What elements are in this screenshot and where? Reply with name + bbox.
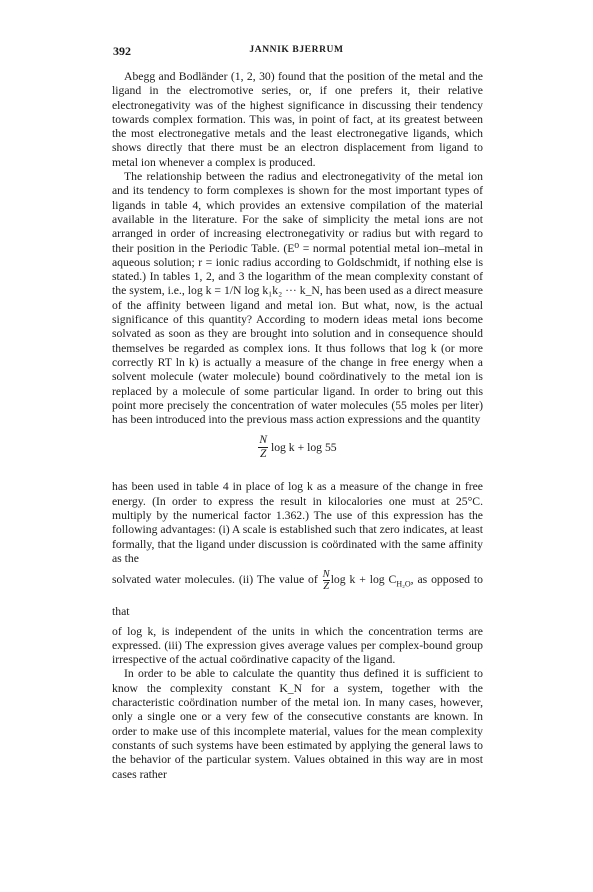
paragraph-3: has been used in table 4 in place of log k as a measure of the change in free energy. (In order to express the result in kilocalories one must at 25°C. multiply by the numerical factor 1.362.) The use of this expression has the following advantages: (i) A scale is established such that zero indicates, at least formally, that the ligand under discussion is coördinated with the same affinity as the xyxy=(112,480,483,565)
equation-denominator: Z xyxy=(259,448,267,461)
equation-numerator: N xyxy=(259,434,268,447)
paragraph-2: The relationship between the radius and electronegativity of the metal ion and its tendency to form complexes is shown for the most important types of ligands in table 4, which provides an extensive compilation of the material available in the literature. For the sake of simplicity the metal ions are not arranged in order of increasing electronegativity or radius but with regard to their position in the Periodic Table. (E⁰ = normal potential metal ion–metal in aqueous solution; r = ionic radius according to Goldschmidt, if nothing else is stated.) In tables 1, 2, and 3 the logarithm of the mean complexity constant of the system, i.e., log k = 1/N log k₁k₂ ··· k_N, has been used as a direct measure of the affinity between ligand and metal ion. But what, now, is the actual significance of this quantity? According to modern ideas metal ions become solvated as soon as they are brought into solution and in consequence should themselves be regarded as complex ions. It thus follows that log k (or more correctly RT ln k) is actually a measure of the change in free energy when a solvent molecule (water molecule) bound coördinatively to the metal ion is replaced by a molecule of some particular ligand. In order to bring out this point more precisely the concentration of water molecules (55 moles per liter) has been introduced into the previous mass action expressions and the quantity xyxy=(112,170,483,427)
equation-body: log k + log 55 xyxy=(270,440,337,454)
inline-text-after: , as opposed to that xyxy=(112,573,484,618)
running-head: JANNIK BJERRUM xyxy=(249,45,344,55)
paragraph-1: Abegg and Bodländer (1, 2, 30) found that the position of the metal and the ligand in the electromotive series, or, if one prefers it, their relative electronegativity was of the highest significance in discussing their tendency towards complex formation. This was, in point of fact, at its greatest between the most electronegative metals and the least electronegative ligands, which shows directly that there must be an electron displacement from ligand to metal ion whenever a complex is produced. xyxy=(112,70,483,169)
paragraph-3-inline-formula-line xyxy=(112,566,483,624)
display-equation xyxy=(112,434,483,474)
paragraph-3-continued: of log k, is independent of the units in which the concentration terms are expressed. (iii) The expression gives average values per complex-bound group irrespective of the actual coördinative capacity of the ligand. xyxy=(112,624,483,667)
body-text xyxy=(112,70,483,782)
inline-denominator: Z xyxy=(323,581,330,593)
page-number: 392 xyxy=(113,44,131,58)
inline-text-before: solvated water molecules. (ii) The value of xyxy=(112,573,318,587)
inline-formula-subscript: H₂O xyxy=(396,579,411,589)
inline-fraction xyxy=(323,569,330,592)
paragraph-4: In order to be able to calculate the quantity thus defined it is sufficient to know the complexity constant K_N for a system, together with the characteristic coördination number of the metal ion. In many cases, however, only a single one or a very few of the consecutive constants are known. In order to make use of this incomplete material, values for the mean complexity constants of such systems have been estimated by applying the general laws to the behavior of the particular system. Values obtained in this way are in most cases rather xyxy=(112,667,483,781)
equation-fraction xyxy=(258,434,268,461)
inline-numerator: N xyxy=(322,569,330,581)
inline-formula-rest: log k + log C xyxy=(330,573,397,587)
